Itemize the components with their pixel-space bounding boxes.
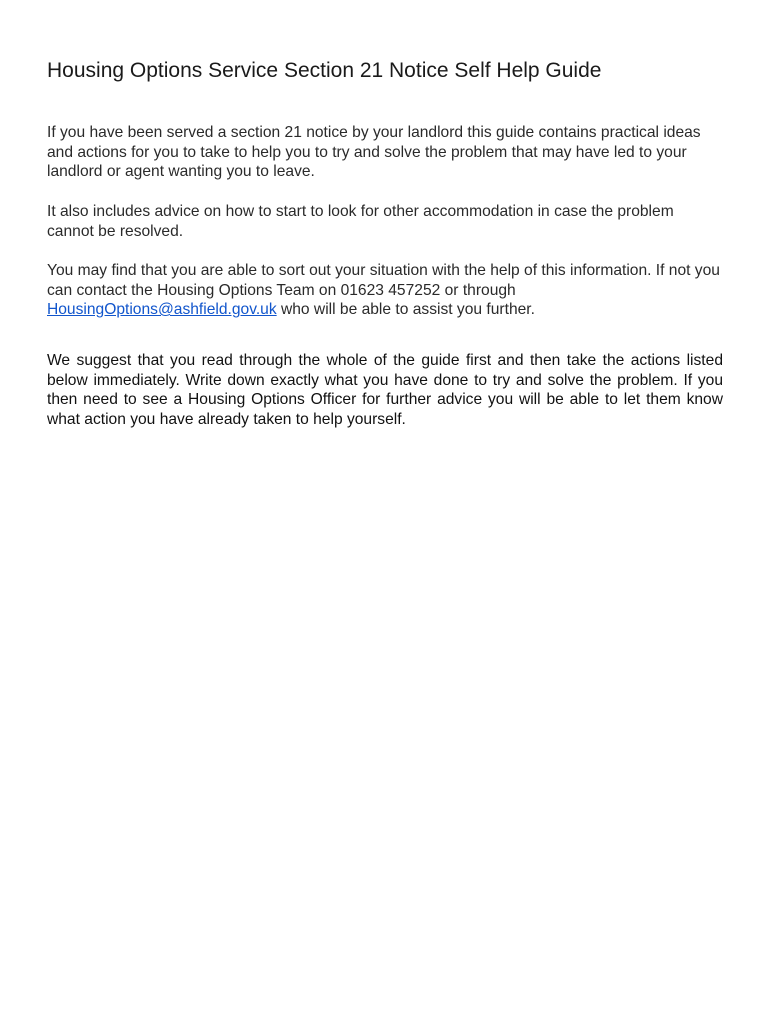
contact-paragraph (47, 261, 723, 320)
suggestion-paragraph: We suggest that you read through the whole of the guide first and then take the actions listed below immediately. Write down exactly what you have done to try and solve the problem. If you then need to see a Housing Options Officer for further advice you will be able to let them know what action you have already taken to help yourself. (47, 352, 723, 428)
contact-text-after-link: who will be able to assist you further. (276, 301, 535, 319)
intro-paragraph: If you have been served a section 21 notice by your landlord this guide contains practical ideas and actions for you to take to help you to try and solve the problem that may have led to your landlord or agent wanting you to leave. (47, 124, 701, 181)
accommodation-paragraph: It also includes advice on how to start to look for other accommodation in case the problem cannot be resolved. (47, 203, 674, 240)
page-title: Housing Options Service Section 21 Notice Self Help Guide (47, 59, 602, 82)
email-link[interactable]: HousingOptions@ashfield.gov.uk (47, 301, 277, 319)
contact-text-before-link: You may find that you are able to sort out your situation with the help of this information. If not you can contact the Housing Options Team on 01623 457252 or through (47, 262, 720, 299)
